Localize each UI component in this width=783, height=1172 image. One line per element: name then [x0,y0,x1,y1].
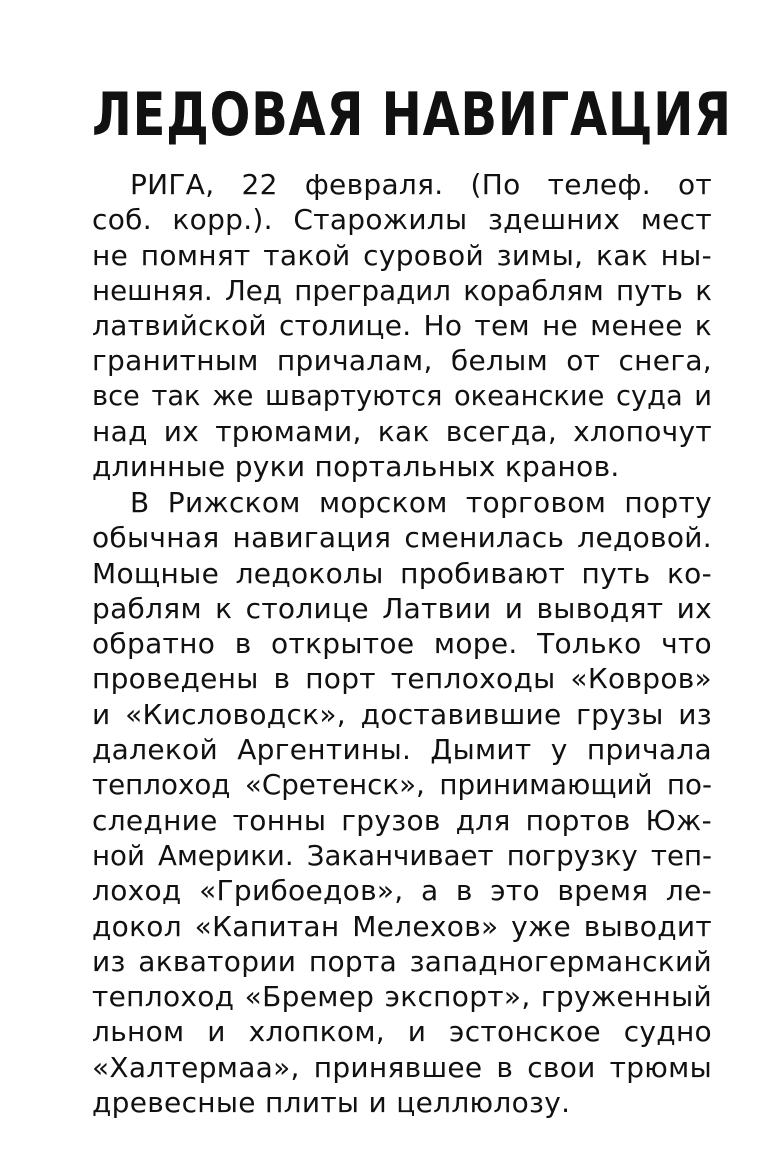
text-line: следние тонны грузов для портов Юж- [92,803,712,837]
text-line: Мощные ледоколы пробивают путь ко- [92,556,712,590]
text-line: обратно в открытое море. Только что [92,627,712,661]
text-line: льном и хлопком, и эстонское судно [92,1015,712,1049]
text-line: «Халтермаа», принявшее в свои трюмы [92,1050,712,1084]
text-line: соб. корр.). Старожилы здешних мест [92,203,712,237]
text-line: все так же швартуются океанские суда и [92,380,712,412]
text-line: над их трюмами, как всегда, хлопочут [92,415,712,449]
article-paragraph-2 [92,485,712,1120]
text-line: из акватории порта западногерманский [92,944,712,978]
text-line: лоход «Грибоедов», а в это время ле- [92,874,712,908]
text-line: проведены в порт теплоходы «Ковров» [92,662,712,696]
article-paragraph-1 [92,167,712,485]
text-line: не помнят такой суровой зимы, как ны- [92,238,712,272]
text-line: и «Кисловодск», доставившие грузы из [92,697,712,731]
text-line: гранитным причалам, белым от снега, [92,344,712,378]
text-line: длинные руки портальных кранов. [92,450,620,484]
text-line: теплоход «Сретенск», принимающий по- [92,768,712,802]
text-line: В Рижском морском торговом порту [130,486,712,519]
text-line: древесные плиты и целлюлозу. [92,1086,571,1120]
text-line: ной Америки. Заканчивает погрузку теп- [92,838,712,872]
text-line: докол «Капитан Мелехов» уже выводит [92,909,712,943]
text-line: обычная навигация сменилась ледовой. [92,521,712,555]
text-line: далекой Аргентины. Дымит у причала [92,733,712,767]
text-line: раблям к столице Латвии и выводят их [92,591,712,625]
text-line: РИГА, 22 февраля. (По телеф. от [130,168,712,201]
text-line: латвийской столице. Но тем не менее к [92,309,712,343]
text-line: теплоход «Бремер экспорт», груженный [92,980,712,1014]
article-headline: ЛЕДОВАЯ НАВИГАЦИЯ [92,80,732,150]
text-line: нешняя. Лед преградил кораблям путь к [92,273,712,307]
